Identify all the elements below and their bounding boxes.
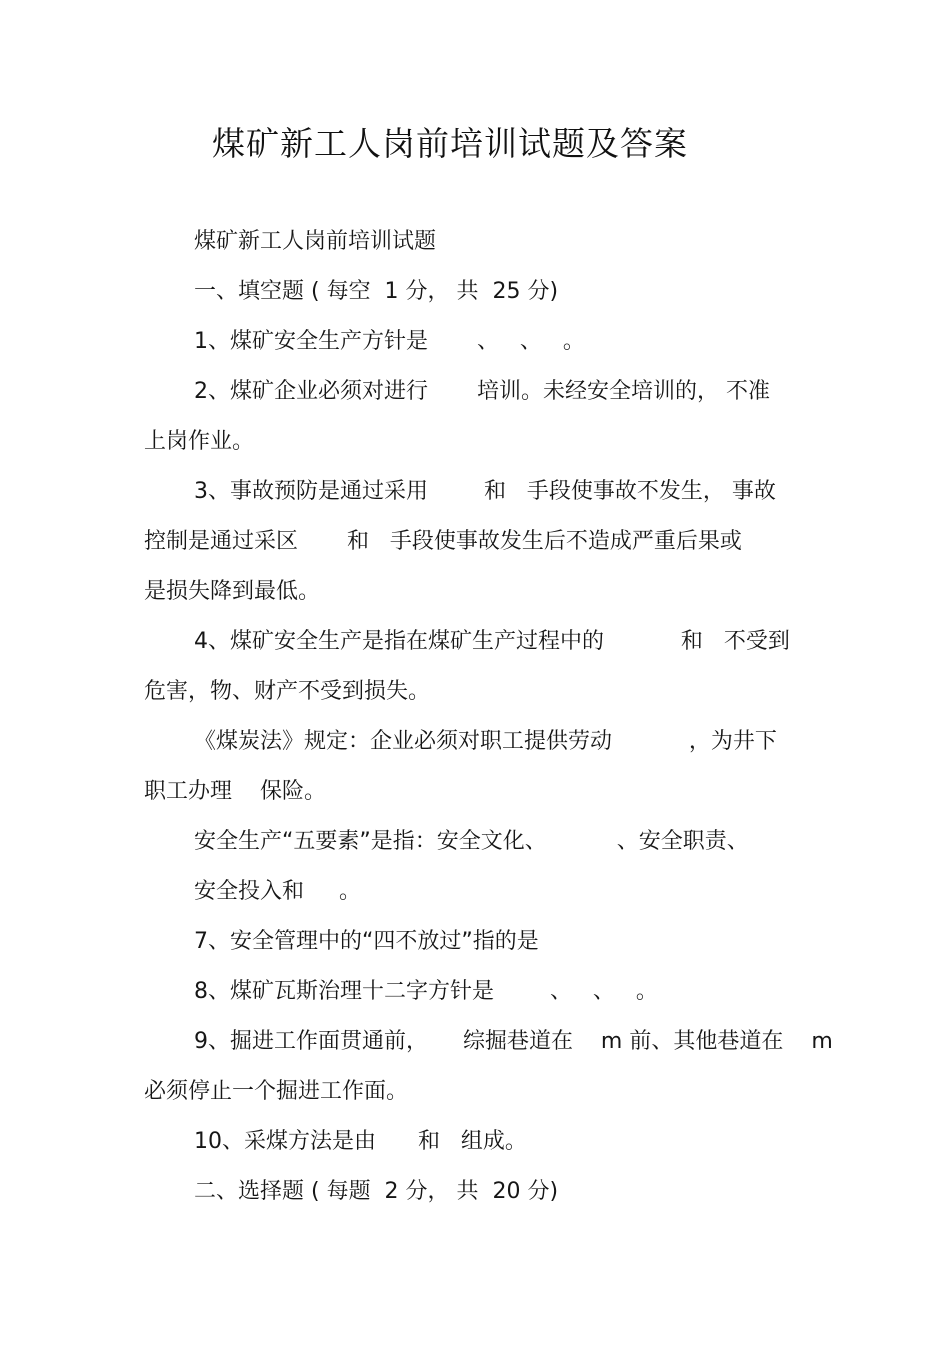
question-7: 7、安全管理中的“四不放过”指的是	[194, 929, 539, 954]
part-one-heading: 一、填空题 ( 每空 1 分， 共 25 分)	[194, 279, 559, 304]
question-4-cont: 危害，物、财产不受到损失。	[144, 679, 431, 704]
document-title: 煤矿新工人岗前培训试题及答案	[212, 124, 688, 163]
part-two-heading: 二、选择题 ( 每题 2 分， 共 20 分)	[194, 1179, 559, 1204]
question-2-cont: 上岗作业。	[144, 429, 255, 454]
question-1: 1、煤矿安全生产方针是 、 、 。	[194, 329, 585, 354]
question-8: 8、煤矿瓦斯治理十二字方针是 、 、 。	[194, 979, 658, 1004]
question-2: 2、煤矿企业必须对进行 培训。未经安全培训的， 不准	[194, 379, 770, 404]
question-6: 安全生产“五要素”是指：安全文化、 、安全职责、	[194, 829, 749, 854]
question-9-cont: 必须停止一个掘进工作面。	[144, 1079, 409, 1104]
question-5: 《煤炭法》规定：企业必须对职工提供劳动 ，为井下	[194, 729, 777, 754]
question-9: 9、掘进工作面贯通前， 综掘巷道在 m 前、其他巷道在 m	[194, 1029, 833, 1054]
question-4: 4、煤矿安全生产是指在煤矿生产过程中的 和 不受到	[194, 629, 790, 654]
question-3: 3、事故预防是通过采用 和 手段使事故不发生， 事故	[194, 479, 776, 504]
section-heading: 煤矿新工人岗前培训试题	[194, 229, 437, 254]
question-6-cont: 安全投入和 。	[194, 879, 361, 904]
question-3-cont-1: 控制是通过采区 和 手段使事故发生后不造成严重后果或	[144, 529, 742, 554]
question-3-cont-2: 是损失降到最低。	[144, 579, 321, 604]
question-5-cont: 职工办理 保险。	[144, 779, 326, 804]
question-10: 10、采煤方法是由 和 组成。	[194, 1129, 527, 1154]
